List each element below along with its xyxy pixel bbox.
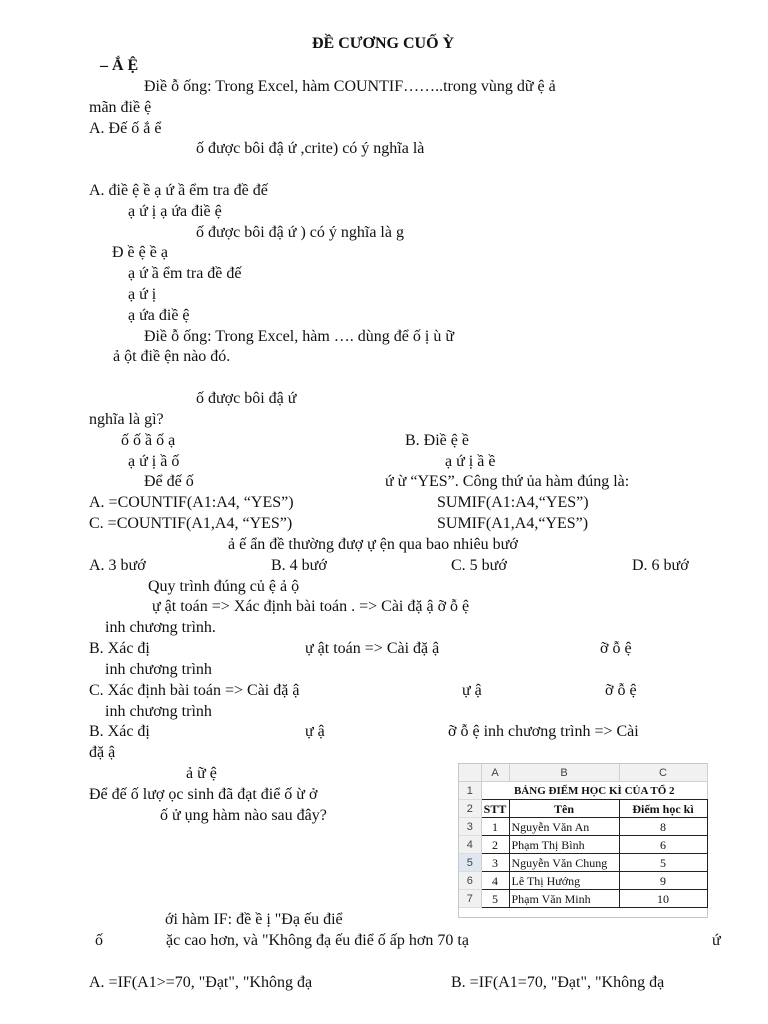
answer-option-continued: inh chương trình <box>105 703 212 720</box>
question-count-yes: Để đế ố <box>144 473 194 490</box>
answer-option-d: B. Xác đị <box>89 723 150 740</box>
cell-score: 10 <box>619 890 707 908</box>
cell-stt: 5 <box>481 890 509 908</box>
table-row <box>459 818 707 836</box>
cell-name: Nguyễn Văn Chung <box>509 854 619 872</box>
question-text-line: ả ột điề ện nào đó. <box>113 348 231 365</box>
cell-score: 5 <box>619 854 707 872</box>
question-count-students: Để đế ố lượ ọc sinh đã đạt điể ố ừ ở <box>89 786 318 803</box>
row-number: 1 <box>459 782 481 800</box>
question-process: Quy trình đúng củ ệ ả ộ <box>148 578 300 595</box>
question-fill-blank-countif: Điề ỗ ống: Trong Excel, hàm COUNTIF……..trong vùng dữ ệ ả <box>144 78 556 95</box>
question-text-line: ố <box>95 932 103 949</box>
answer-option-continued: inh chương trình <box>105 661 212 678</box>
question-text-line: ứ ừ “YES”. Công thứ ủa hàm đúng là: <box>385 473 630 490</box>
answer-option: Đ ề ệ ề ạ <box>112 244 168 261</box>
answer-option-c: C. 5 bướ <box>451 557 507 574</box>
answer-option-continued: ự ậ <box>305 723 325 740</box>
cell-score: 9 <box>619 872 707 890</box>
question-text-line: ố được bôi đậ ứ ,crite) có ý nghĩa là <box>196 140 425 157</box>
answer-option-d: SUMIF(A1,A4,“YES”) <box>437 515 589 532</box>
doc-title: ĐỀ CƯƠNG CUỐ Ỳ <box>312 35 455 52</box>
row-number: 7 <box>459 890 481 908</box>
row-number: 4 <box>459 836 481 854</box>
cell-score: 6 <box>619 836 707 854</box>
answer-option-continued: ự ật toán => Cài đặ ậ <box>305 640 440 657</box>
excel-sheet-image <box>458 763 708 918</box>
answer-option-continued: ỡ ỗ ệ inh chương trình => Cài <box>448 723 639 740</box>
column-header: C <box>619 764 707 782</box>
header-stt: STT <box>481 800 509 818</box>
answer-option-continued: ạ ứ ị ạ ứa điề ệ <box>128 203 222 220</box>
answer-option-continued: ạ ứ ị ầ ề <box>445 453 496 470</box>
answer-option-a: A. =IF(A1>=70, "Đạt", "Không đạ <box>89 974 313 991</box>
sheet-corner <box>459 764 481 782</box>
answer-option-continued: ạ ứ ị ầ ố <box>128 453 180 470</box>
table-row <box>459 854 707 872</box>
question-text-line: ố được bôi đậ ứ ) có ý nghĩa là g <box>196 224 404 241</box>
cell-score: 8 <box>619 818 707 836</box>
answer-option-continued: ỡ ỗ ệ <box>600 640 632 657</box>
question-text-line: ố ử ụng hàm nào sau đây? <box>160 807 327 824</box>
answer-option-continued: ạ ứa điề ệ <box>128 307 190 324</box>
cell-name: Nguyễn Văn An <box>509 818 619 836</box>
cell-stt: 1 <box>481 818 509 836</box>
question-text-line: ố được bôi đậ ứ <box>196 390 297 407</box>
header-score: Điểm học kì <box>619 800 707 818</box>
answer-option-d: D. 6 bướ <box>632 557 689 574</box>
answer-option-continued: inh chương trình. <box>105 619 216 636</box>
question-text-line: ả ữ ệ <box>186 765 217 782</box>
question-if-function: ới hàm IF: đề ề ị "Đạ ếu điể <box>165 911 343 928</box>
row-number: 5 <box>459 854 481 872</box>
cell-name: Phạm Thị Bình <box>509 836 619 854</box>
cell-name: Lê Thị Hướng <box>509 872 619 890</box>
table-row <box>459 872 707 890</box>
column-header: B <box>509 764 619 782</box>
answer-option-c: C. =COUNTIF(A1,A4, “YES”) <box>89 515 293 532</box>
answer-option-continued: ạ ứ ị <box>128 286 157 303</box>
header-name: Tên <box>509 800 619 818</box>
question-text-line: mãn điề ệ <box>89 99 152 116</box>
row-number: 3 <box>459 818 481 836</box>
answer-option: B. Điề ệ ề <box>405 432 469 449</box>
table-row <box>459 836 707 854</box>
answer-option: A. điề ệ ề ạ ứ ầ ểm tra đề đế <box>89 182 268 199</box>
answer-option-b: B. Xác đị <box>89 640 150 657</box>
table-row <box>459 890 707 908</box>
answer-option-c: C. Xác định bài toán => Cài đặ ậ <box>89 682 300 699</box>
question-text-line: ặc cao hơn, và "Không đạ ếu điể ố ấp hơn 70 tạ <box>166 932 469 949</box>
answer-option: ố ố ầ ố ạ <box>121 432 176 449</box>
cell-stt: 3 <box>481 854 509 872</box>
answer-option-continued: ỡ ỗ ệ <box>605 682 637 699</box>
question-steps: ả ế ẩn đề thường đượ ự ện qua bao nhiêu bướ <box>228 536 518 553</box>
question-text-line: nghĩa là gì? <box>89 411 164 428</box>
cell-stt: 4 <box>481 872 509 890</box>
cell-name: Phạm Văn Minh <box>509 890 619 908</box>
row-number: 6 <box>459 872 481 890</box>
column-header: A <box>481 764 509 782</box>
answer-option-b: B. 4 bướ <box>271 557 327 574</box>
answer-option-continued: đặ ậ <box>89 744 116 761</box>
cell-stt: 2 <box>481 836 509 854</box>
answer-option-b: SUMIF(A1:A4,“YES”) <box>437 494 589 511</box>
question-fill-blank-function: Điề ỗ ống: Trong Excel, hàm …. dùng để ố ị ù ữ <box>144 328 454 345</box>
answer-option-continued: ự ậ <box>462 682 482 699</box>
sheet-title: BẢNG ĐIỂM HỌC KÌ CỦA TỔ 2 <box>513 784 675 797</box>
answer-option-continued: ạ ứ ầ ểm tra đề đế <box>128 265 242 282</box>
question-text-line: ứ <box>712 932 721 949</box>
answer-option: A. Đế ố ắ ể <box>89 120 162 137</box>
row-number: 2 <box>459 800 481 818</box>
answer-option-a: A. =COUNTIF(A1:A4, “YES”) <box>89 494 294 511</box>
section-heading: – Ắ Ệ <box>100 57 139 74</box>
answer-option-b: B. =IF(A1=70, "Đạt", "Không đạ <box>451 974 665 991</box>
answer-option-a: A. 3 bướ <box>89 557 146 574</box>
answer-option-a: ự ật toán => Xác định bài toán . => Cài đặ ậ ỡ ỗ ệ <box>152 598 470 615</box>
